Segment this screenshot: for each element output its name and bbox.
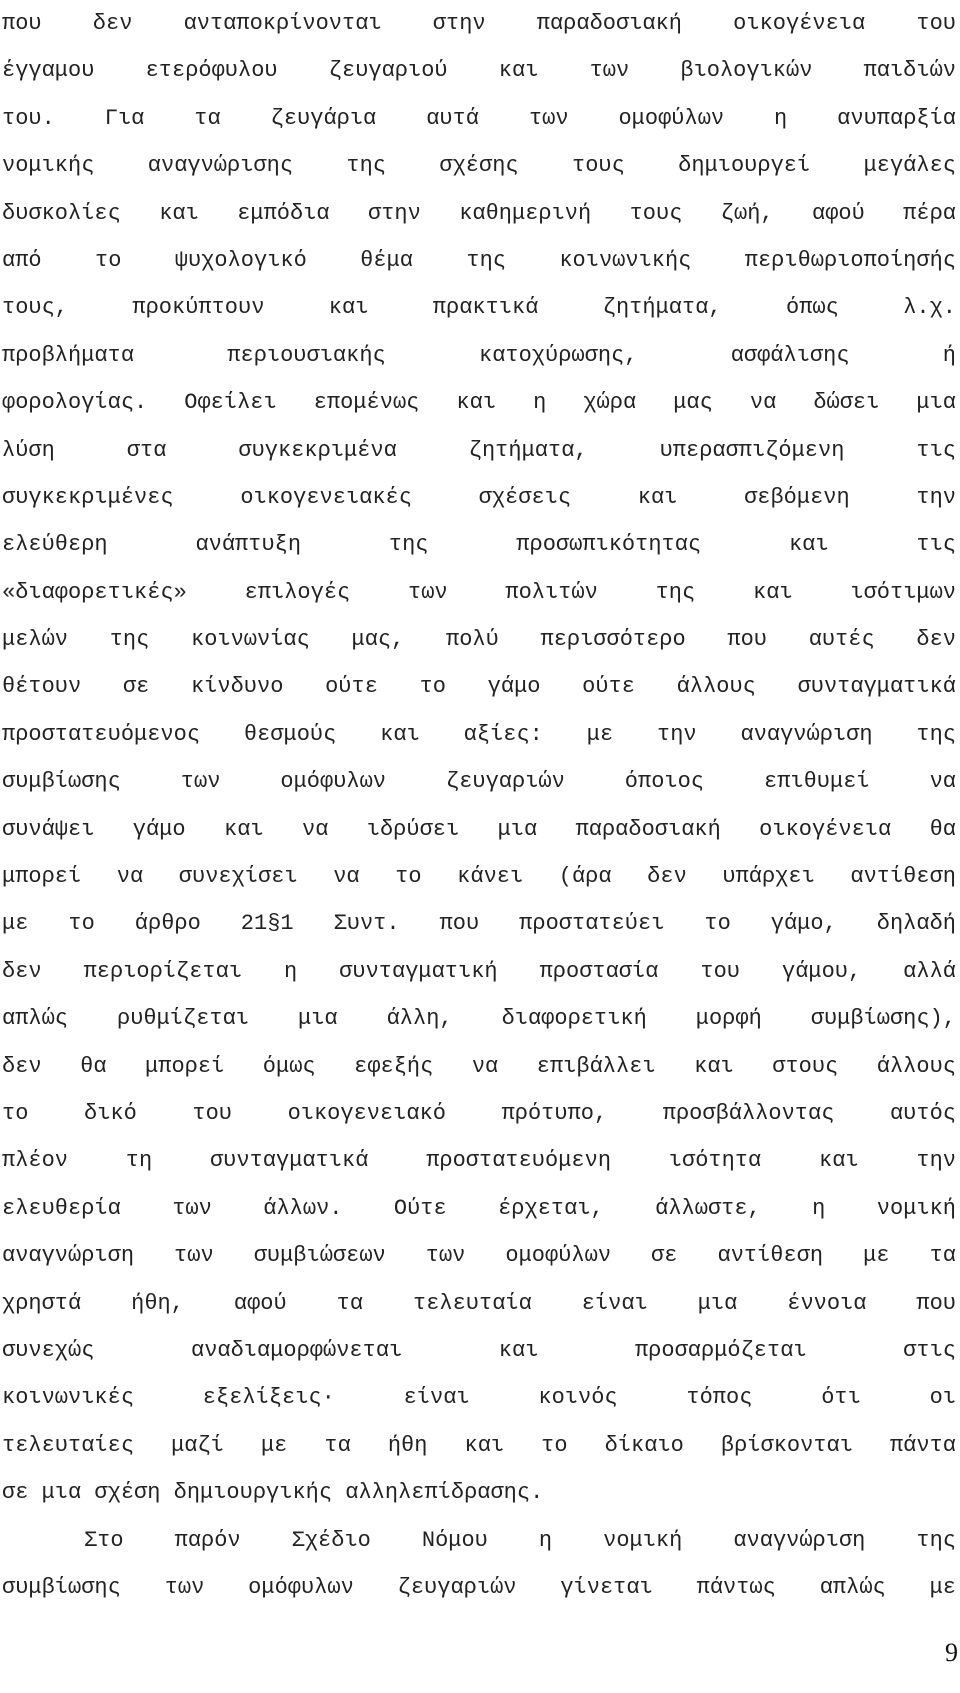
text-line: δεν περιορίζεται η συνταγματική προστασία του γάμου, αλλά <box>2 958 956 984</box>
text-line: χρηστά ήθη, αφού τα τελευταία είναι μια έννοια που <box>2 1290 956 1316</box>
paragraph-first-line: Στο παρόν Σχέδιο Νόμου η νομική αναγνώριση της <box>84 1527 956 1553</box>
text-line: ελευθερία των άλλων. Ούτε έρχεται, άλλωστε, η νομική <box>2 1195 956 1221</box>
text-line: προστατευόμενος θεσμούς και αξίες: με την αναγνώριση της <box>2 721 956 747</box>
text-line: αναγνώριση των συμβιώσεων των ομοφύλων σε αντίθεση με τα <box>2 1243 956 1269</box>
text-line: συμβίωσης των ομόφυλων ζευγαριών γίνεται πάντως απλώς με <box>2 1574 956 1600</box>
text-line: «διαφορετικές» επιλογές των πολιτών της και ισότιμων <box>2 579 956 605</box>
text-line: λύση στα συγκεκριμένα ζητήματα, υπερασπιζόμενη τις <box>2 437 956 463</box>
text-line: μπορεί να συνεχίσει να το κάνει (άρα δεν υπάρχει αντίθεση <box>2 864 956 890</box>
text-line: συνάψει γάμο και να ιδρύσει μια παραδοσιακή οικογένεια θα <box>2 816 956 842</box>
text-line: φορολογίας. Οφείλει επομένως και η χώρα μας να δώσει μια <box>2 390 956 416</box>
text-line: με το άρθρο 21§1 Συντ. που προστατεύει το γάμο, δηλαδή <box>2 911 956 937</box>
paragraph-end-line: σε μια σχέση δημιουργικής αλληλεπίδρασης. <box>2 1480 544 1506</box>
text-line: πλέον τη συνταγματικά προστατευόμενη ισότητα και την <box>2 1148 956 1174</box>
text-line: τους, προκύπτουν και πρακτικά ζητήματα, όπως λ.χ. <box>2 295 956 321</box>
text-line: συνεχώς αναδιαμορφώνεται και προσαρμόζεται στις <box>2 1337 956 1363</box>
body-text <box>2 0 956 1611</box>
text-line: που δεν ανταποκρίνονται στην παραδοσιακή οικογένεια του <box>2 11 956 36</box>
text-line: ελεύθερη ανάπτυξη της προσωπικότητας και τις <box>2 532 956 558</box>
text-line: έγγαμου ετερόφυλου ζευγαριού και των βιολογικών παιδιών <box>2 58 956 84</box>
text-line: νομικής αναγνώρισης της σχέσης τους δημιουργεί μεγάλες <box>2 153 956 179</box>
text-line: δεν θα μπορεί όμως εφεξής να επιβάλλει και στους άλλους <box>2 1053 956 1079</box>
text-line: του. Για τα ζευγάρια αυτά των ομοφύλων η ανυπαρξία <box>2 105 956 131</box>
text-line: κοινωνικές εξελίξεις· είναι κοινός τόπος ότι οι <box>2 1385 956 1411</box>
text-line: συγκεκριμένες οικογενειακές σχέσεις και σεβόμενη την <box>2 484 956 510</box>
page-number: 9 <box>945 1638 958 1667</box>
text-line: προβλήματα περιουσιακής κατοχύρωσης, ασφάλισης ή <box>2 342 956 368</box>
text-line: το δικό του οικογενειακό πρότυπο, προσβάλλοντας αυτός <box>2 1100 956 1126</box>
text-line: απλώς ρυθμίζεται μια άλλη, διαφορετική μορφή συμβίωσης), <box>2 1006 956 1032</box>
text-line: τελευταίες μαζί με τα ήθη και το δίκαιο βρίσκονται πάντα <box>2 1432 956 1458</box>
text-line: θέτουν σε κίνδυνο ούτε το γάμο ούτε άλλους συνταγματικά <box>2 674 956 700</box>
text-line: από το ψυχολογικό θέμα της κοινωνικής περιθωριοποίησής <box>2 247 956 273</box>
text-line: μελών της κοινωνίας μας, πολύ περισσότερο που αυτές δεν <box>2 627 956 653</box>
text-line: συμβίωσης των ομόφυλων ζευγαριών όποιος επιθυμεί να <box>2 769 956 795</box>
text-line: δυσκολίες και εμπόδια στην καθημερινή τους ζωή, αφού πέρα <box>2 200 956 226</box>
